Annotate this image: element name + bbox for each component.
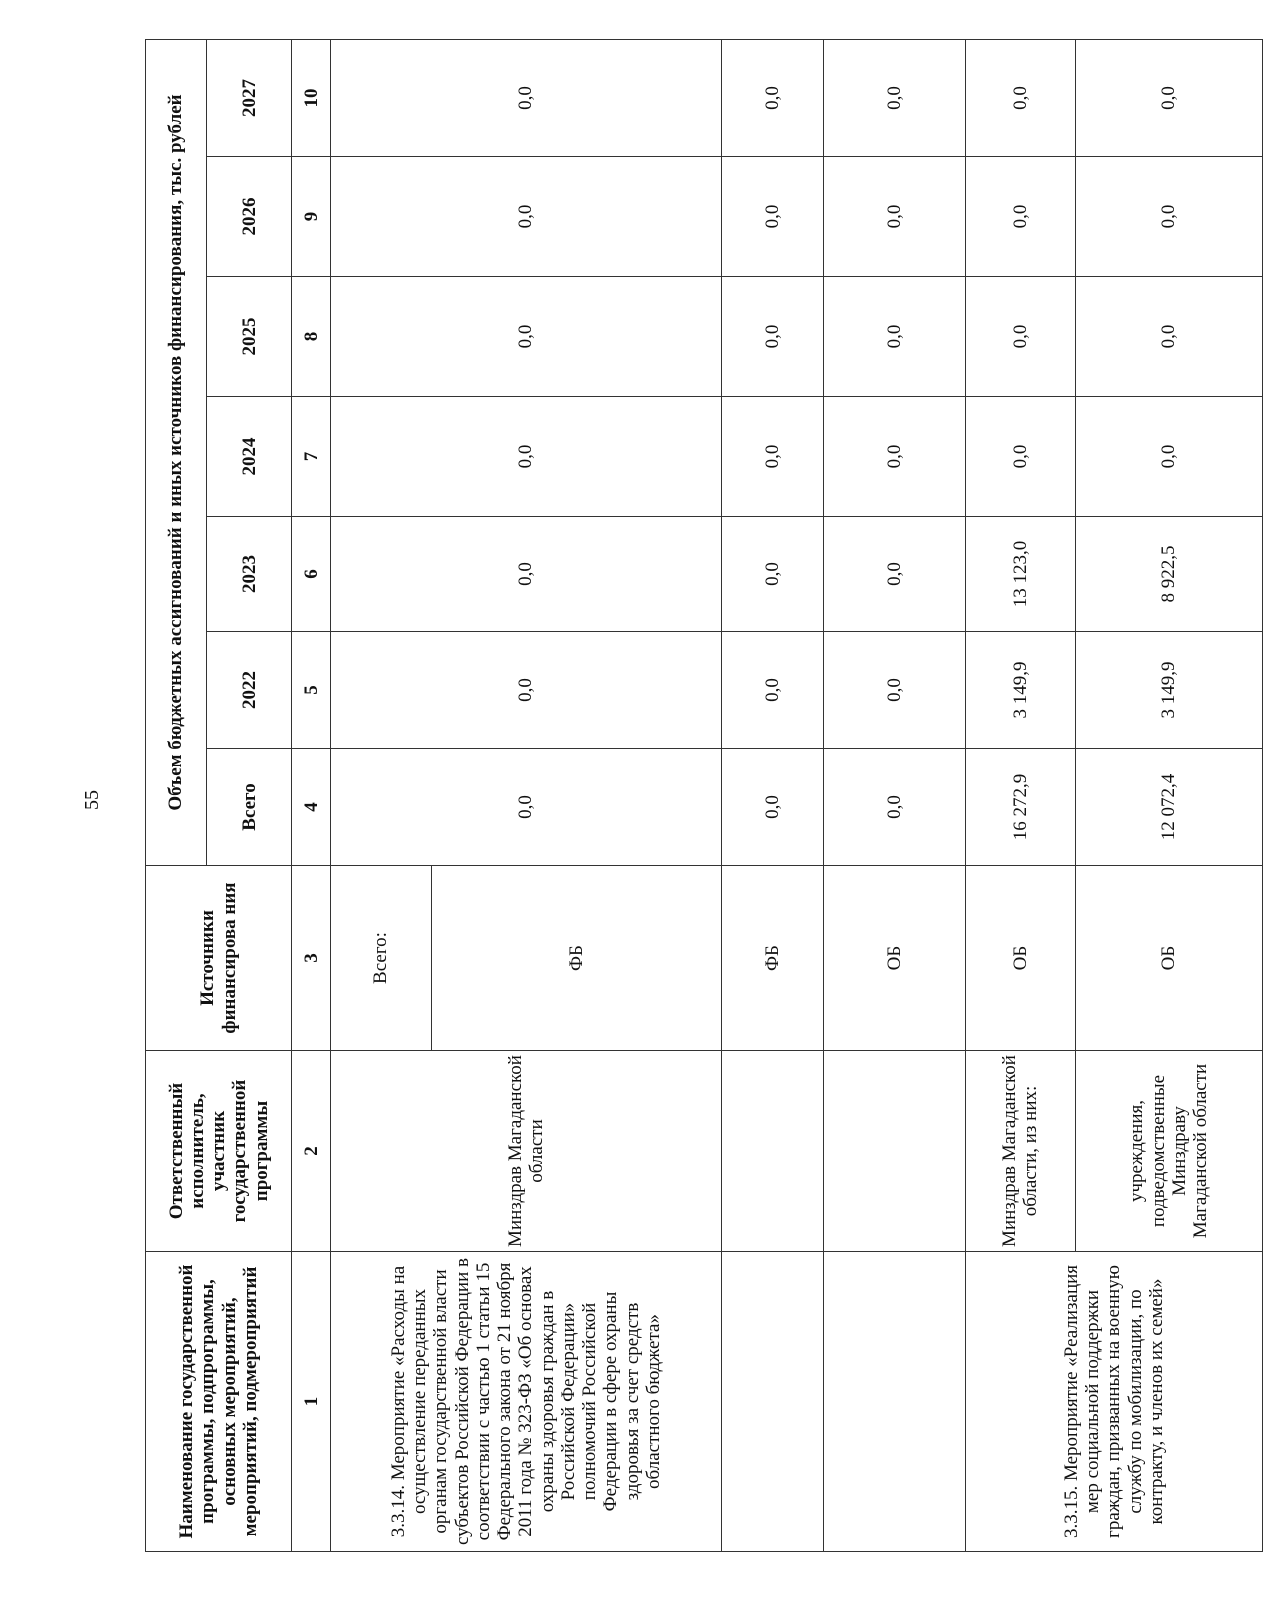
program-name-cell [823, 1252, 965, 1552]
col-number: 2 [292, 1051, 331, 1252]
header-funding-group: Объем бюджетных ассигнований и иных источников финансирования, тыс. рублей [146, 39, 207, 865]
col-number: 6 [292, 517, 331, 632]
value-cell: 0,0 [1075, 39, 1262, 156]
value-cell: 0,0 [1075, 277, 1262, 397]
executor-cell: Минздрав Магаданской области, из них: [965, 1051, 1075, 1252]
table-row [721, 39, 823, 1551]
value-cell: 0,0 [721, 749, 823, 866]
value-cell: 0,0 [721, 517, 823, 632]
rotated-table-container [145, 40, 1263, 1552]
executor-cell [823, 1051, 965, 1252]
source-cell: ФБ [721, 866, 823, 1051]
header-executor: Ответственный исполнитель, участник государственной программы [146, 1051, 292, 1252]
value-cell: 0,0 [721, 39, 823, 156]
value-cell: 0,0 [331, 749, 722, 866]
value-cell: 0,0 [965, 277, 1075, 397]
source-cell: ОБ [823, 866, 965, 1051]
value-cell: 0,0 [965, 157, 1075, 277]
value-cell: 0,0 [965, 39, 1075, 156]
source-cell: ОБ [965, 866, 1075, 1051]
executor-cell: Минздрав Магаданской области [331, 1051, 722, 1252]
header-year-2023: 2023 [207, 517, 292, 632]
executor-cell: учреждения, подведомственные Минздраву Магаданской области [1075, 1051, 1262, 1252]
table-row [331, 39, 722, 1551]
header-year-2026: 2026 [207, 157, 292, 277]
value-cell: 0,0 [721, 632, 823, 749]
value-cell: 0,0 [823, 39, 965, 156]
col-number: 5 [292, 632, 331, 749]
col-number: 4 [292, 749, 331, 866]
value-cell: 0,0 [823, 632, 965, 749]
value-cell: 16 272,9 [965, 749, 1075, 866]
value-cell: 0,0 [331, 277, 722, 397]
page-number: 55 [81, 790, 103, 810]
value-cell: 0,0 [331, 517, 722, 632]
column-number-row [292, 39, 331, 1551]
value-cell: 0,0 [823, 749, 965, 866]
value-cell: 0,0 [331, 632, 722, 749]
header-row-group [146, 39, 207, 1551]
col-number: 8 [292, 277, 331, 397]
value-cell: 0,0 [721, 157, 823, 277]
value-cell: 3 149,9 [965, 632, 1075, 749]
value-cell: 0,0 [1075, 157, 1262, 277]
col-number: 10 [292, 39, 331, 156]
value-cell: 3 149,9 [1075, 632, 1262, 749]
header-year-2022: 2022 [207, 632, 292, 749]
header-year-total: Всего [207, 749, 292, 866]
executor-cell [721, 1051, 823, 1252]
value-cell: 0,0 [331, 397, 722, 517]
table-row [823, 39, 965, 1551]
source-split [331, 866, 721, 1050]
value-cell: 0,0 [823, 277, 965, 397]
value-cell: 0,0 [823, 157, 965, 277]
value-cell: 0,0 [721, 277, 823, 397]
source-cell [331, 866, 722, 1051]
col-number: 7 [292, 397, 331, 517]
value-cell: 12 072,4 [1075, 749, 1262, 866]
source-label: ФБ [565, 945, 587, 971]
value-cell: 8 922,5 [1075, 517, 1262, 632]
source-cell: ОБ [1075, 866, 1262, 1051]
header-name: Наименование государственной программы, подпрограммы, основных мероприятий, мероприятий, подмероприятий [146, 1252, 292, 1552]
header-year-2025: 2025 [207, 277, 292, 397]
funding-table [145, 39, 1263, 1552]
header-year-2024: 2024 [207, 397, 292, 517]
table-row [965, 39, 1075, 1551]
col-number: 3 [292, 866, 331, 1051]
value-cell: 0,0 [331, 157, 722, 277]
value-cell: 0,0 [965, 397, 1075, 517]
header-source: Источники финансирова ния [146, 866, 292, 1051]
program-name-cell: 3.3.15. Мероприятие «Реализация мер социальной поддержки граждан, призванных на военную службу по мобилизации, по контракту, и членов их семей» [965, 1252, 1262, 1552]
value-cell: 0,0 [331, 39, 722, 156]
value-cell: 0,0 [823, 397, 965, 517]
program-name-cell [721, 1252, 823, 1552]
col-number: 9 [292, 157, 331, 277]
program-name-cell: 3.3.14. Мероприятие «Расходы на осуществление переданных органам государственной власти субъектов Российской Федерации в соответствии с частью 1 статьи 15 Федерального закона от 21 ноября 2011 года № 323-ФЗ «Об основах охраны здоровья граждан в Российской Федерации» полномочий Российской Федерации в сфере охраны здоровья за счет средств областного бюджета» [331, 1252, 722, 1552]
value-cell: 0,0 [721, 397, 823, 517]
col-number: 1 [292, 1252, 331, 1552]
value-cell: 0,0 [823, 517, 965, 632]
source-label: Всего: [331, 866, 431, 1050]
value-cell: 0,0 [1075, 397, 1262, 517]
value-cell: 13 123,0 [965, 517, 1075, 632]
header-year-2027: 2027 [207, 39, 292, 156]
